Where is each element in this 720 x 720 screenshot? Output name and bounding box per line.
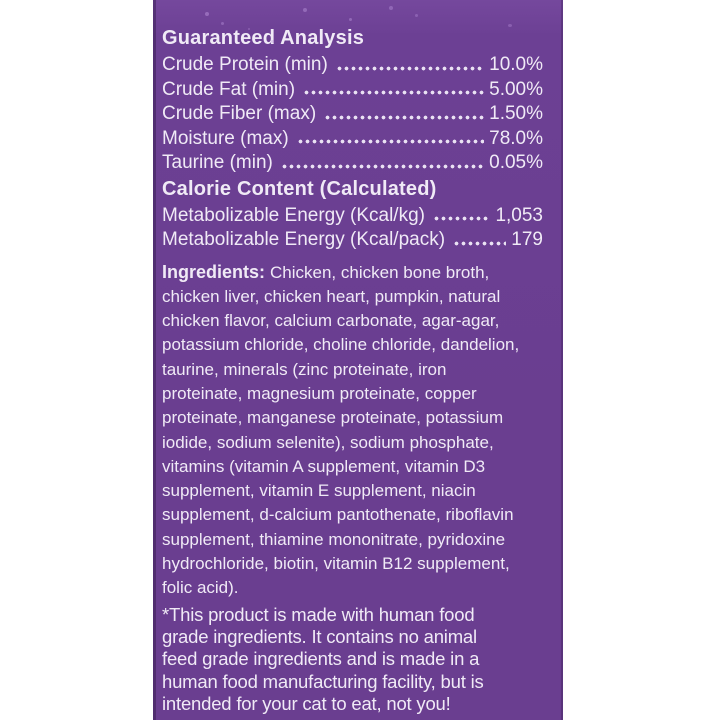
ingredients-line: supplement, vitamin E supplement, niacin (162, 481, 476, 501)
speckle (248, 28, 250, 30)
dotted-leader (337, 66, 484, 71)
section-title-guaranteed-analysis: Guaranteed Analysis (162, 27, 365, 49)
nutrition-label-panel (153, 0, 563, 720)
analysis-row (162, 102, 543, 127)
speckle (271, 40, 274, 43)
label-content (153, 0, 563, 716)
ingredients-line: vitamins (vitamin A supplement, vitamin D3 (162, 456, 486, 476)
disclaimer-line: feed grade ingredients and is made in a (162, 648, 480, 670)
calorie-row (162, 228, 543, 253)
analysis-row (162, 151, 543, 176)
dotted-leader (325, 115, 484, 120)
dotted-leader (304, 90, 484, 95)
ingredients-line: folic acid). (162, 578, 239, 598)
calorie-value: 179 (511, 229, 543, 250)
section-title-calorie-content: Calorie Content (Calculated) (162, 177, 437, 200)
ingredients-line: potassium chloride, choline chloride, dandelion, (162, 335, 520, 355)
analysis-label: Crude Fiber (max) (162, 103, 317, 124)
ingredients-line: proteinate, magnesium proteinate, copper (162, 383, 477, 403)
dotted-leader (434, 216, 490, 221)
disclaimer-line: intended for your cat to eat, not you! (162, 693, 451, 715)
ingredients-line: taurine, minerals (zinc proteinate, iron (162, 359, 447, 379)
analysis-row (162, 78, 543, 103)
ingredients-line: proteinate, manganese proteinate, potassium (162, 408, 504, 428)
ingredients-label: Ingredients: (162, 261, 266, 282)
speckle (349, 18, 352, 21)
analysis-label: Crude Protein (min) (162, 54, 328, 75)
analysis-value: 10.0% (489, 54, 543, 75)
analysis-label: Crude Fat (min) (162, 78, 296, 100)
analysis-label: Moisture (max) (162, 127, 289, 149)
speckle (221, 22, 224, 25)
disclaimer-line: grade ingredients. It contains no animal (162, 626, 477, 648)
speckle (389, 6, 393, 10)
calorie-value: 1,053 (495, 204, 543, 226)
analysis-row (162, 127, 543, 152)
disclaimer-line: *This product is made with human food (162, 603, 475, 625)
ingredients-paragraph (162, 260, 543, 601)
analysis-row (162, 53, 543, 78)
speckle (508, 24, 512, 27)
ingredients-line: hydrochloride, biotin, vitamin B12 supplement, (162, 554, 510, 574)
analysis-value: 1.50% (489, 103, 543, 124)
analysis-value: 78.0% (489, 127, 543, 149)
calorie-label: Metabolizable Energy (Kcal/kg) (162, 204, 425, 226)
ingredients-line: Ingredients: Chicken, chicken bone broth, (162, 261, 490, 282)
disclaimer-line: human food manufacturing facility, but is (162, 670, 484, 692)
ingredients-line: chicken flavor, calcium carbonate, agar-agar, (162, 311, 500, 331)
ingredients-line: supplement, d-calcium pantothenate, riboflavin (162, 505, 514, 525)
speckle (415, 14, 418, 17)
speckle (205, 12, 209, 16)
dotted-leader (454, 241, 506, 246)
dotted-leader (282, 164, 484, 169)
calorie-label: Metabolizable Energy (Kcal/pack) (162, 229, 446, 250)
analysis-label: Taurine (min) (162, 152, 273, 173)
calorie-row (162, 204, 543, 229)
ingredients-line: supplement, thiamine mononitrate, pyridoxine (162, 529, 506, 549)
analysis-value: 5.00% (489, 78, 543, 100)
analysis-value: 0.05% (489, 152, 543, 173)
ingredients-line: iodide, sodium selenite), sodium phosphate, (162, 432, 494, 452)
human-grade-disclaimer (162, 604, 543, 716)
dotted-leader (298, 139, 484, 144)
ingredients-line: chicken liver, chicken heart, pumpkin, natural (162, 286, 501, 306)
speckle (303, 8, 307, 12)
